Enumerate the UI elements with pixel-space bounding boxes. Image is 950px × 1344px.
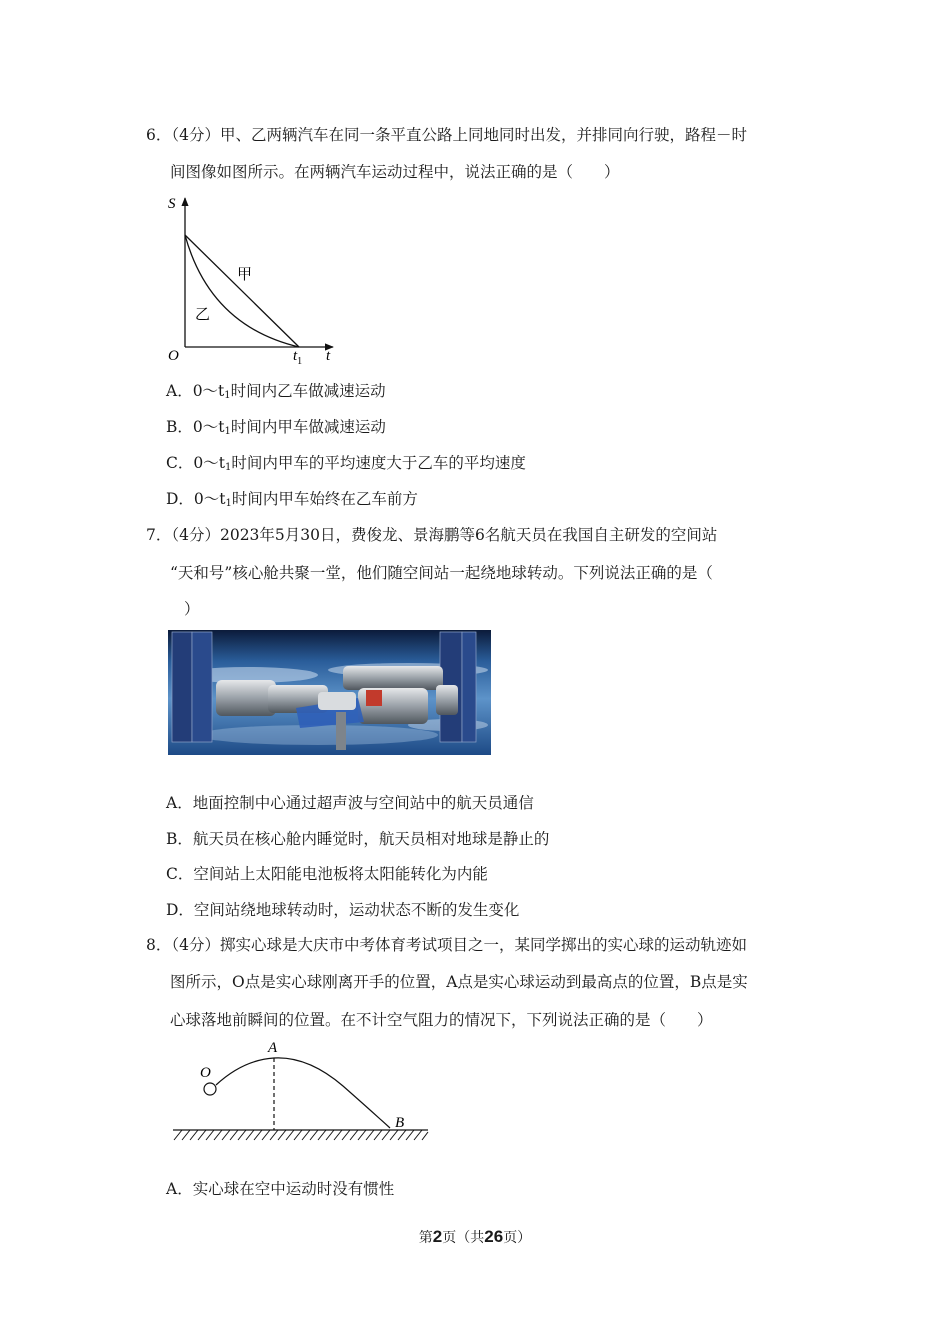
total-pages: 26 xyxy=(484,1227,504,1246)
q7-option-b: B．航天员在核心舱内睡觉时，航天员相对地球是静止的 xyxy=(166,830,550,848)
q7-option-c: C．空间站上太阳能电池板将太阳能转化为内能 xyxy=(166,865,488,883)
t-axis-label: t xyxy=(326,348,331,364)
t1-label: $t_1$ xyxy=(293,348,303,367)
trajectory-curve xyxy=(216,1058,390,1128)
s-axis-label: S xyxy=(168,196,176,212)
q6-distance-time-graph xyxy=(160,188,350,368)
q6-option-a: A．$0\sim t_1$时间内乙车做减速运动 xyxy=(166,382,386,401)
q6-option-d: D．$0\sim t_1$时间内甲车始终在乙车前方 xyxy=(166,490,418,509)
q8-stem-line1: 8．（4分）掷实心球是大庆市中考体育考试项目之一，某同学掷出的实心球的运动轨迹如 xyxy=(146,936,747,954)
q7-stem-line2: “天和号”核心舱共聚一堂，他们随空间站一起绕地球转动。下列说法正确的是（ xyxy=(170,564,713,582)
label-yi: 乙 xyxy=(195,305,211,323)
label-b: B xyxy=(395,1115,405,1131)
page-number: 2 xyxy=(432,1227,443,1246)
q6-stem-line1: 6．（4分）甲、乙两辆汽车在同一条平直公路上同地同时出发，并排同向行驶，路程－时 xyxy=(146,126,747,144)
ball-o xyxy=(204,1083,216,1095)
q8-trajectory-figure xyxy=(168,1038,433,1148)
q7-stem-line3: ） xyxy=(184,600,200,618)
q8-option-a: A．实心球在空中运动时没有惯性 xyxy=(166,1180,395,1198)
q6-option-c: C．$0\sim t_1$时间内甲车的平均速度大于乙车的平均速度 xyxy=(166,454,526,473)
origin-label: O xyxy=(168,348,179,364)
label-a: A xyxy=(268,1040,278,1056)
ground-hatching xyxy=(174,1130,428,1140)
label-jia: 甲 xyxy=(237,265,253,283)
space-station-photo xyxy=(168,630,491,755)
q6-option-b: B．$0\sim t_1$时间内甲车做减速运动 xyxy=(166,418,386,437)
q7-option-a: A．地面控制中心通过超声波与空间站中的航天员通信 xyxy=(166,794,534,812)
line-jia xyxy=(185,235,299,347)
q8-stem-line2: 图所示，O点是实心球刚离开手的位置，A点是实心球运动到最高点的位置，B点是实 xyxy=(170,973,748,991)
q8-stem-line3: 心球落地前瞬间的位置。在不计空气阻力的情况下，下列说法正确的是（ ） xyxy=(170,1011,713,1029)
q7-option-d: D．空间站绕地球转动时，运动状态不断的发生变化 xyxy=(166,901,520,919)
page-footer: 第2页（共26页） xyxy=(418,1227,532,1246)
q6-stem-line2: 间图像如图所示。在两辆汽车运动过程中，说法正确的是（ ） xyxy=(170,163,620,181)
label-o: O xyxy=(200,1065,211,1081)
q7-stem-line1: 7．（4分）2023年5月30日，费俊龙、景海鹏等6名航天员在我国自主研发的空间站 xyxy=(146,526,718,544)
